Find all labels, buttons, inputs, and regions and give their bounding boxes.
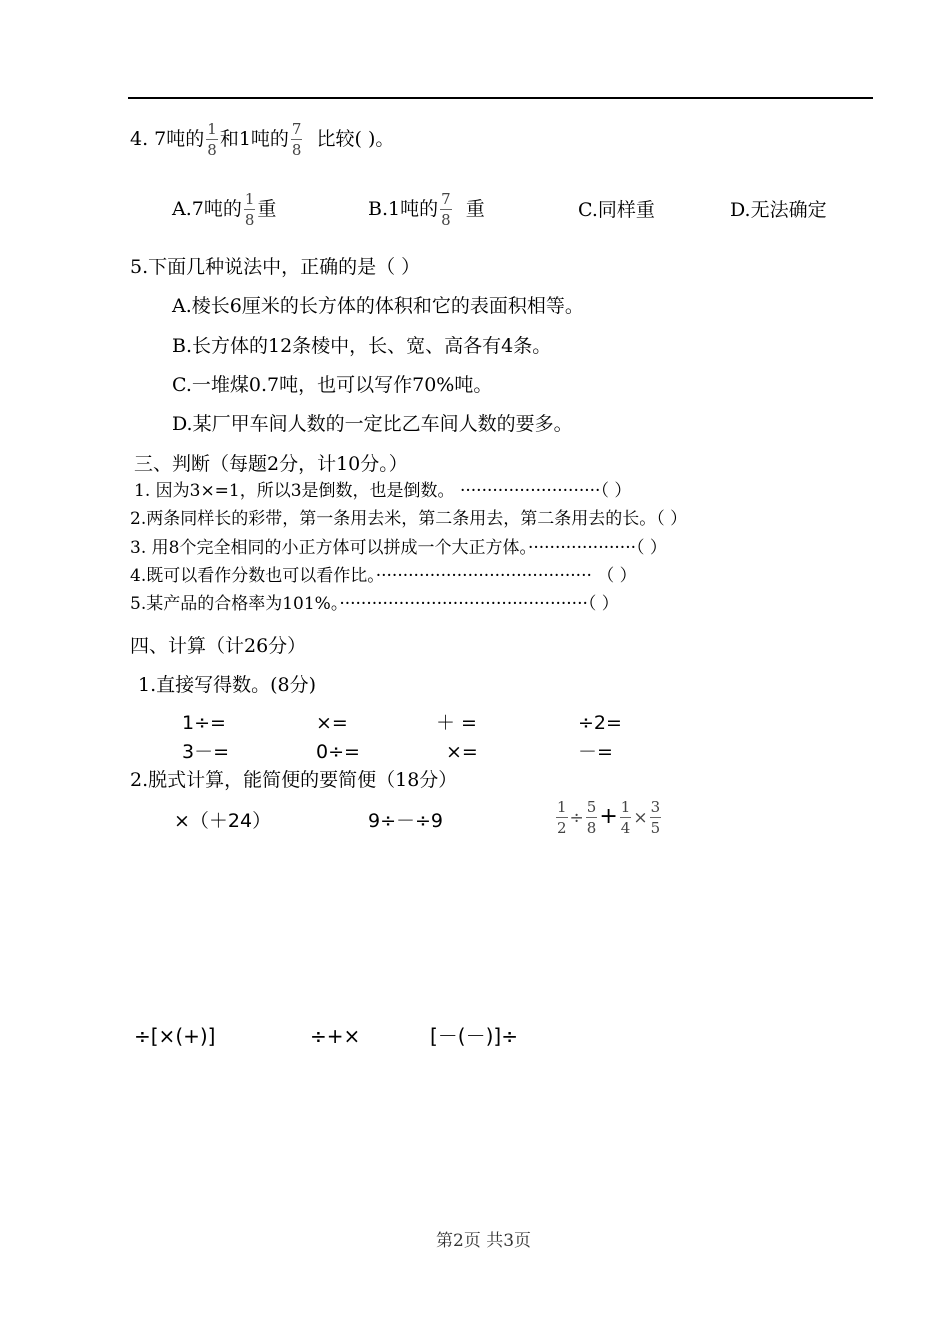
- oral-calc-3: ＋ =: [436, 712, 477, 734]
- q4-prefix: 4. 7吨的: [130, 128, 205, 150]
- oral-calc-4: ÷2=: [578, 712, 622, 734]
- q5-option-a: A.棱长6厘米的长方体的体积和它的表面积相等。: [172, 295, 584, 317]
- section4-sub2: 2.脱式计算，能简便的要简便（18分）: [130, 769, 458, 791]
- judge-item-3: 3. 用8个完全相同的小正方体可以拼成一个大正方体。····················（ ）: [130, 538, 667, 558]
- judge-item-1: 1. 因为3×=1，所以3是倒数，也是倒数。 ··························（ ）: [134, 481, 632, 501]
- step-calc-5: ÷+×: [310, 1024, 361, 1048]
- step-calc-1: ×（＋24）: [174, 810, 272, 832]
- oral-calc-6: 0÷=: [316, 741, 360, 763]
- fraction: $\frac{7}{8}$: [441, 190, 451, 229]
- page-footer: 第2页 共3页: [436, 1231, 532, 1251]
- q5-option-c: C.一堆煤0.7吨，也可以写作70%吨。: [172, 374, 493, 396]
- q4-stem: [130, 122, 394, 158]
- oral-calc-2: ×=: [316, 712, 348, 734]
- judge-item-2: 2.两条同样长的彩带，第一条用去米，第二条用去，第二条用去的长。（ ）: [130, 509, 688, 529]
- fraction: $\frac{1}{2}$: [557, 798, 567, 837]
- judge-item-5: 5.某产品的合格率为101%。··············································（ ）: [130, 594, 619, 614]
- q5-option-d: D.某厂甲车间人数的一定比乙车间人数的要多。: [172, 413, 573, 435]
- oral-calc-8: －=: [578, 741, 613, 763]
- fraction: $\frac{3}{5}$: [650, 798, 661, 837]
- fraction: $\frac{5}{8}$: [586, 798, 597, 837]
- step-calc-6: [－(－)]÷: [430, 1024, 518, 1048]
- q4-option-b: B.1吨的 $\frac{7}{8}$ 重: [368, 190, 485, 229]
- oral-calc-5: 3－=: [182, 741, 230, 763]
- section4-sub1: 1.直接写得数。(8分): [138, 674, 317, 696]
- q5-stem: 5.下面几种说法中，正确的是（ ）: [130, 256, 421, 278]
- oral-calc-7: ×=: [446, 741, 478, 763]
- fraction: $\frac{1}{8}$: [207, 120, 217, 159]
- oral-calc-1: 1÷=: [182, 712, 226, 734]
- q4-option-a: A.7吨的 $\frac{1}{8}$ 重: [172, 190, 277, 229]
- q5-option-b: B.长方体的12条棱中，长、宽、高各有4条。: [172, 335, 552, 357]
- step-calc-3: $\frac{1}{2}$ ÷ $\frac{5}{8}$ + $\frac{1}{4}$ × $\frac{3}{5}$: [557, 798, 661, 837]
- fraction: $\frac{7}{8}$: [291, 120, 302, 159]
- step-calc-2: 9÷－÷9: [368, 810, 444, 832]
- section4-title: 四、计算（计26分）: [130, 635, 307, 657]
- header-rule: [128, 97, 873, 99]
- section3-title: 三、判断（每题2分，计10分。）: [134, 453, 408, 475]
- q4-option-d: D.无法确定: [730, 199, 827, 221]
- judge-item-4: 4.既可以看作分数也可以看作比。········································ （ ）: [130, 566, 637, 586]
- q4-mid: 和1吨的: [219, 128, 289, 150]
- q4-suffix: 比较( )。: [316, 128, 395, 150]
- q4-option-c: C.同样重: [578, 199, 655, 221]
- fraction: $\frac{1}{8}$: [244, 190, 255, 229]
- step-calc-4: ÷[×(+)]: [134, 1024, 216, 1048]
- fraction: $\frac{1}{4}$: [620, 798, 631, 837]
